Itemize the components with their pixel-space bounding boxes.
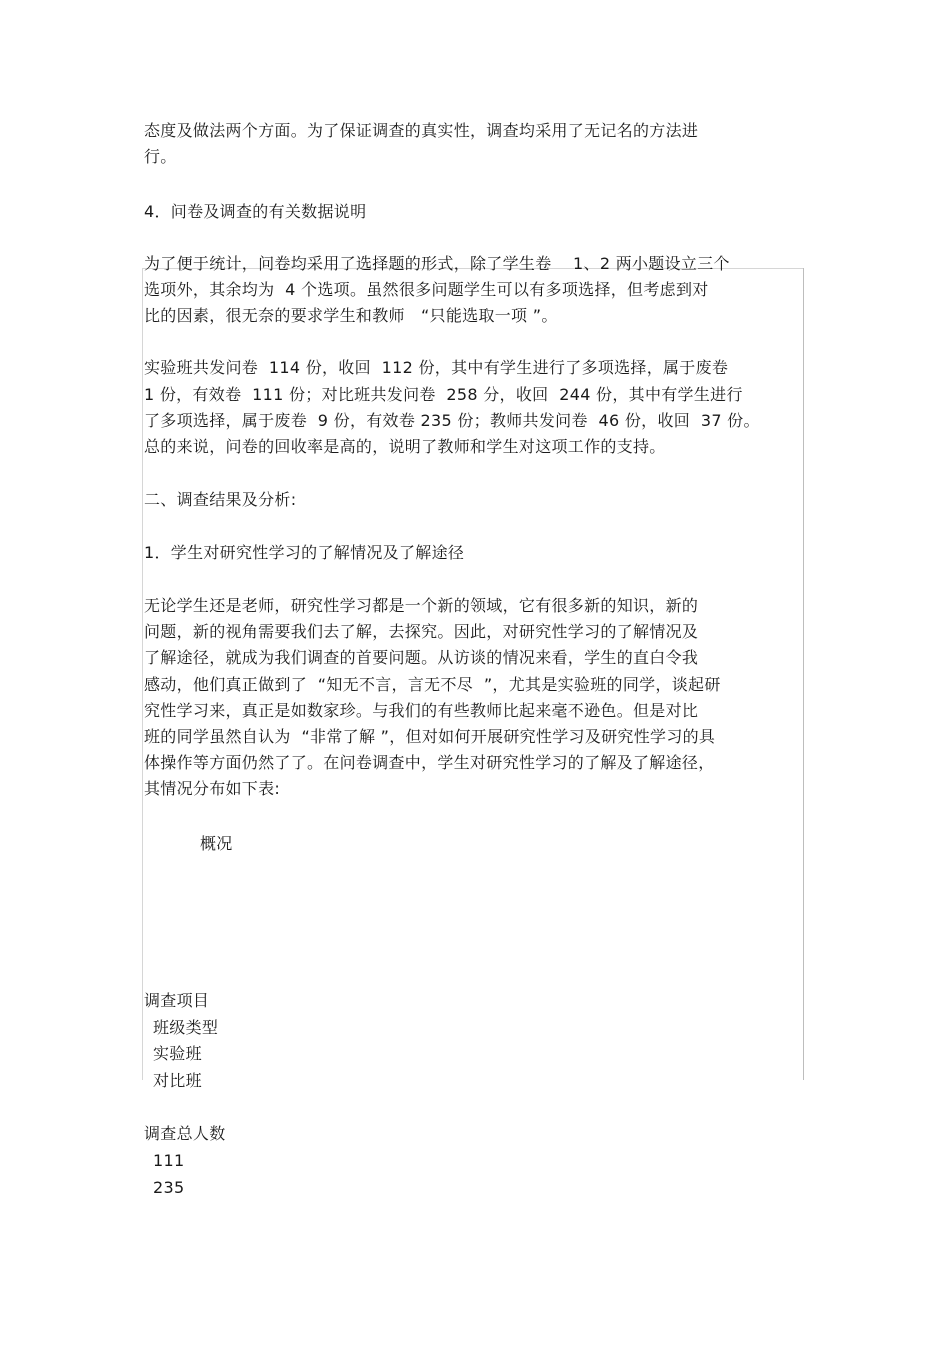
paragraph-line: 问题，新的视角需要我们去了解，去探究。因此，对研究性学习的了解情况及 [144, 622, 699, 641]
paragraph-line: 了解途径，就成为我们调查的首要问题。从访谈的情况来看，学生的直白令我 [144, 648, 699, 667]
table-item-header: 调查项目 [144, 991, 210, 1010]
paragraph-line: 实验班共发问卷 114 份，收回 112 份，其中有学生进行了多项选择，属于废卷 [144, 358, 729, 377]
paragraph-line: 班的同学虽然自认为 “非常了解 ”，但对如何开展研究性学习及研究性学习的具 [144, 727, 716, 746]
paragraph-line: 无论学生还是老师，研究性学习都是一个新的领域，它有很多新的知识，新的 [144, 596, 699, 615]
paragraph-line: 1 份，有效卷 111 份；对比班共发问卷 258 分，收回 244 份，其中有学生进行 [144, 385, 743, 404]
table-frame-left [142, 268, 143, 1080]
paragraph-line: 态度及做法两个方面。为了保证调查的真实性，调查均采用了无记名的方法进 [144, 121, 699, 140]
paragraph-line: 比的因素，很无奈的要求学生和教师 “只能选取一项 ”。 [144, 306, 558, 325]
paragraph-line: 行。 [144, 147, 177, 166]
table-class-control: 对比班 [153, 1071, 202, 1090]
section-heading: 二、调查结果及分析: [144, 490, 297, 509]
paragraph-line: 选项外，其余均为 4 个选项。虽然很多问题学生可以有多项选择，但考虑到对 [144, 280, 709, 299]
table-total-experimental: 111 [153, 1151, 185, 1170]
table-total-control: 235 [153, 1178, 185, 1197]
section-heading: 1．学生对研究性学习的了解情况及了解途径 [144, 543, 465, 562]
paragraph-line: 究性学习来，真正是如数家珍。与我们的有些教师比起来毫不逊色。但是对比 [144, 701, 699, 720]
table-overview-label: 概况 [200, 834, 233, 853]
paragraph-line: 其情况分布如下表: [144, 779, 281, 798]
table-frame-right [803, 268, 804, 1080]
section-heading: 4．问卷及调查的有关数据说明 [144, 202, 367, 221]
paragraph-line: 了多项选择，属于废卷 9 份，有效卷 235 份；教师共发问卷 46 份，收回 37 份。 [144, 411, 760, 430]
table-total-header: 调查总人数 [144, 1124, 226, 1143]
paragraph-line: 总的来说，问卷的回收率是高的，说明了教师和学生对这项工作的支持。 [144, 437, 666, 456]
table-class-type: 班级类型 [153, 1018, 219, 1037]
paragraph-line: 感动，他们真正做到了 “知无不言，言无不尽 ”，尤其是实验班的同学，谈起研 [144, 675, 721, 694]
paragraph-line: 为了便于统计，问卷均采用了选择题的形式，除了学生卷 1、2 两小题设立三个 [144, 254, 730, 273]
table-class-experimental: 实验班 [153, 1044, 202, 1063]
paragraph-line: 体操作等方面仍然了了。在问卷调查中，学生对研究性学习的了解及了解途径， [144, 753, 715, 772]
